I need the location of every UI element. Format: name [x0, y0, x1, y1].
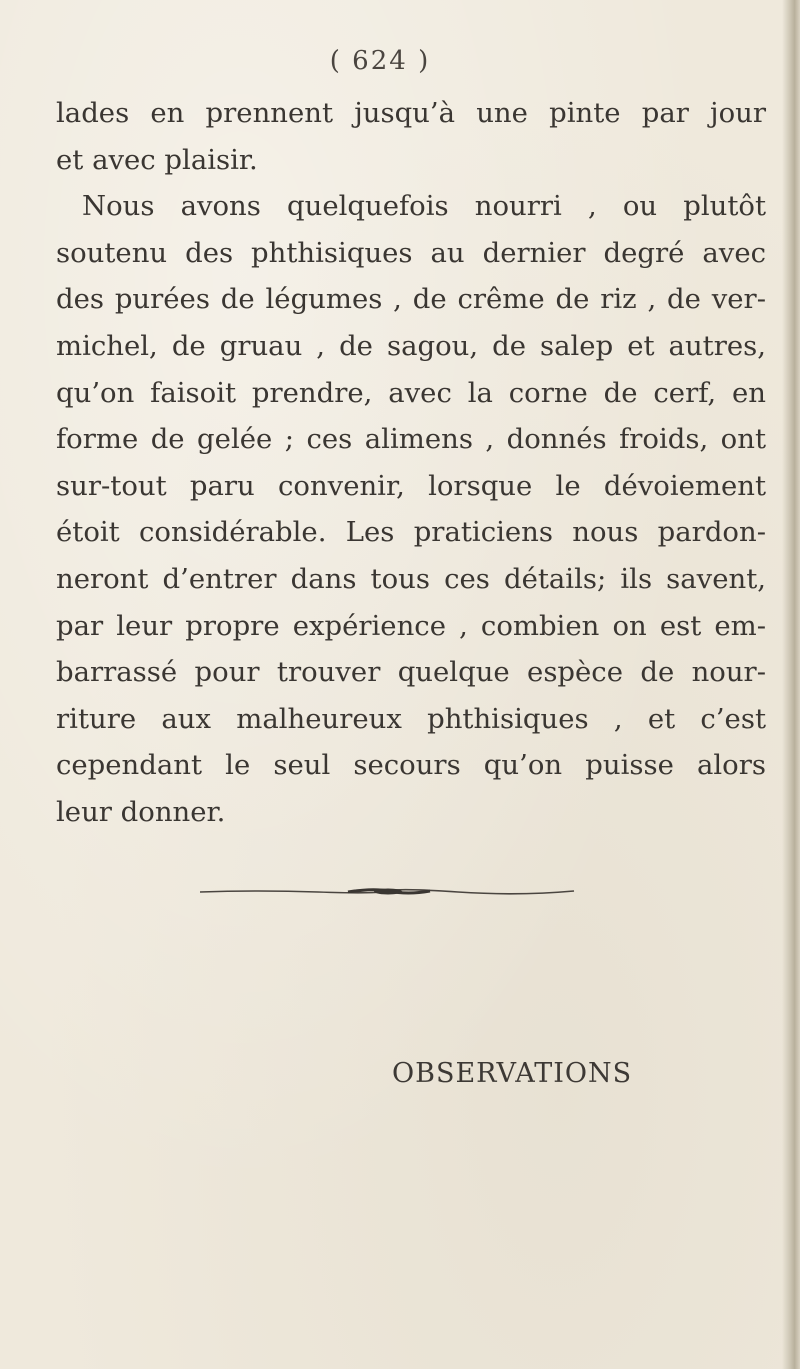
text-line: soutenu des phthisiques au dernier degré avec — [56, 236, 766, 269]
text-line: et avec plaisir. — [56, 143, 258, 176]
text-line: des purées de légumes , de crême de riz , de ver- — [56, 283, 766, 316]
text-line: Nous avons quelquefois nourri , ou plutôt — [82, 190, 766, 223]
text-line: par leur propre expérience , combien on est em- — [56, 609, 766, 642]
text-line: barrassé pour trouver quelque espèce de nour- — [56, 656, 766, 689]
text-line: étoit considérable. Les praticiens nous pardon- — [56, 516, 766, 549]
text-line: riture aux malheureux phthisiques , et c’est — [56, 702, 766, 735]
text-line: neront d’entrer dans tous ces détails; ils savent, — [56, 562, 766, 595]
body-text — [56, 90, 766, 836]
text-line: lades en prennent jusqu’à une pinte par jour — [56, 97, 766, 129]
page-number: ( 624 ) — [329, 46, 431, 76]
text-line: michel, de gruau , de sagou, de salep et autres, — [56, 329, 766, 362]
text-line: forme de gelée ; ces alimens , donnés froids, ont — [56, 423, 766, 456]
section-heading: OBSERVATIONS — [392, 1058, 633, 1089]
ornamental-rule — [198, 886, 576, 898]
page-edge-shadow — [782, 0, 800, 1369]
text-line: leur donner. — [56, 795, 226, 828]
text-line: qu’on faisoit prendre, avec la corne de cerf, en — [56, 376, 766, 409]
text-line: cependant le seul secours qu’on puisse alors — [56, 749, 766, 782]
text-line: sur-tout paru convenir, lorsque le dévoiement — [56, 469, 766, 502]
